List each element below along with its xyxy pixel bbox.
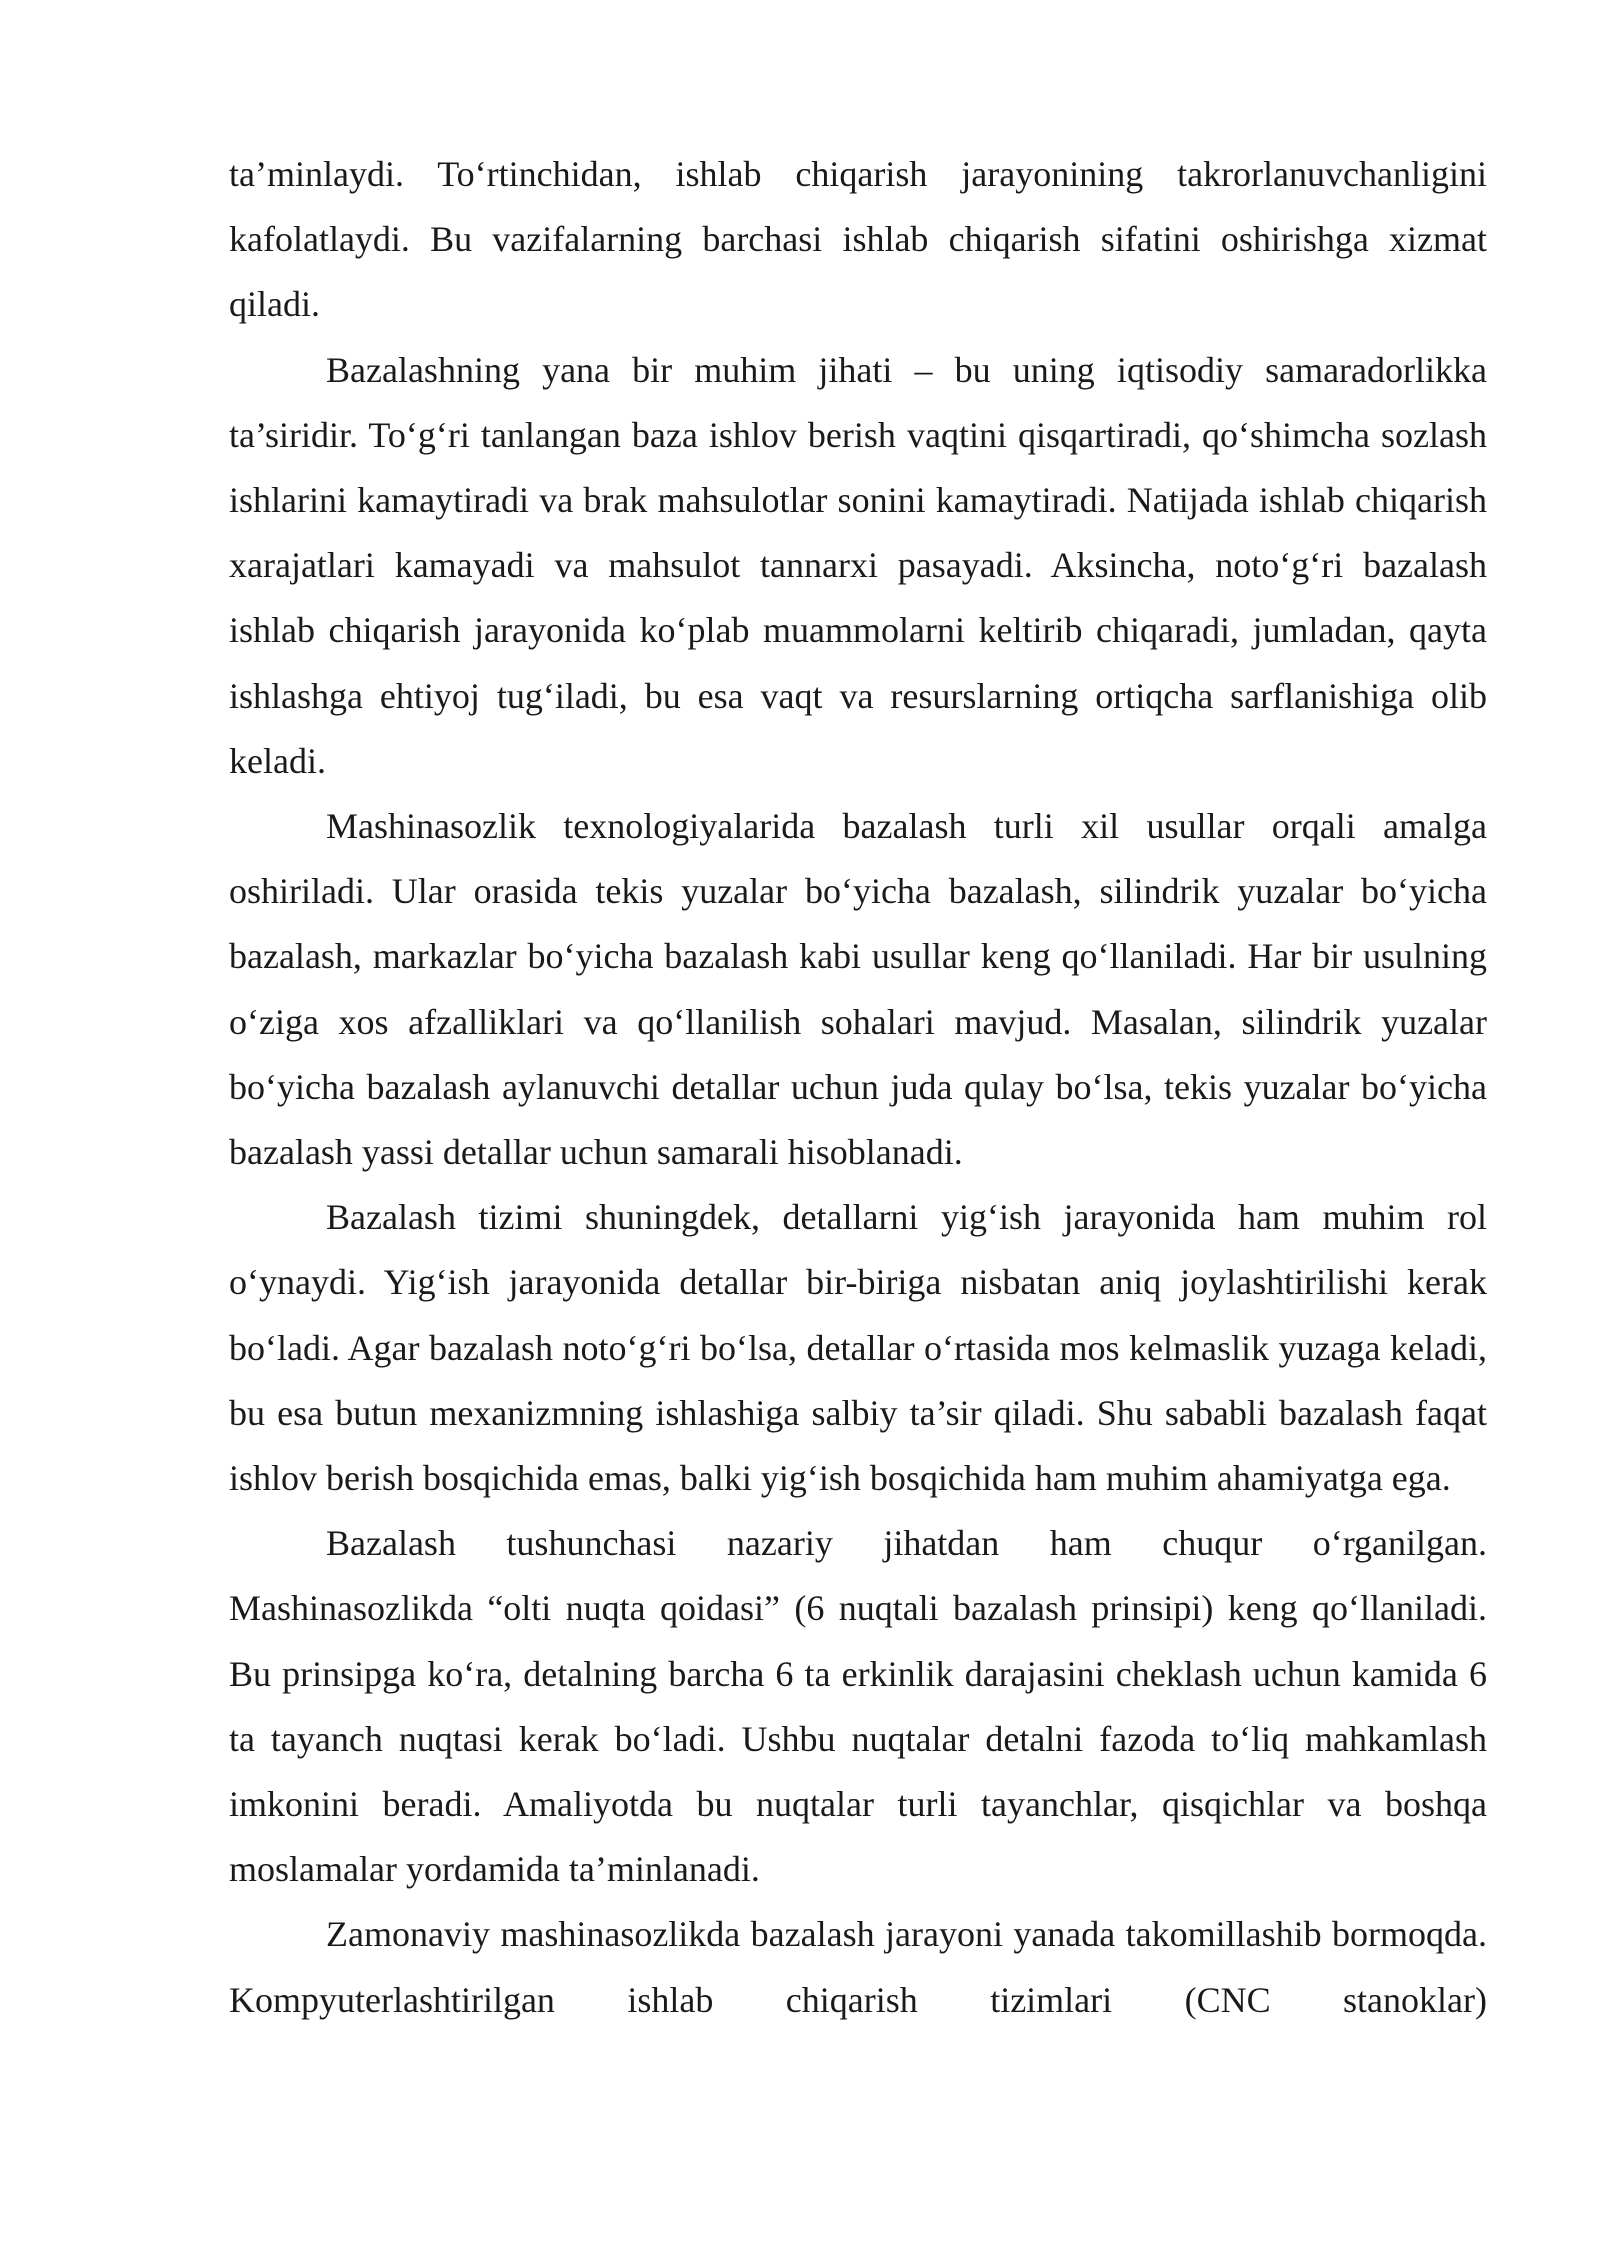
paragraph-3: Mashinasozlik texnologiyalarida bazalash turli xil usullar orqali amalga oshiriladi. Ular orasida tekis yuzalar bo‘yicha bazalash, silindrik yuzalar bo‘yicha bazalash, markazlar bo‘yicha bazalash kabi usullar keng qo‘llaniladi. Har bir usulning o‘ziga xos afzalliklari va qo‘llanilish sohalari mavjud. Masalan, silindrik yuzalar bo‘yicha bazalash aylanuvchi detallar uchun juda qulay bo‘lsa, tekis yuzalar bo‘yicha bazalash yassi detallar uchun samarali hisoblanadi. [229, 806, 1487, 1173]
paragraph-6: Zamonaviy mashinasozlikda bazalash jarayoni yanada takomillashib bormoqda. Kompyuterlashtirilgan ishlab chiqarish tizimlari (CNC stanoklar) [229, 1914, 1487, 2020]
paragraph-5: Bazalash tushunchasi nazariy jihatdan ham chuqur o‘rganilgan. Mashinasozlikda “olti nuqta qoidasi” (6 nuqtali bazalash prinsipi) keng qo‘llaniladi. Bu prinsipga ko‘ra, detalning barcha 6 ta erkinlik darajasini cheklash uchun kamida 6 ta tayanch nuqtasi kerak bo‘ladi. Ushbu nuqtalar detalni fazoda to‘liq mahkamlash imkonini beradi. Amaliyotda bu nuqtalar turli tayanchlar, qisqichlar va boshqa moslamalar yordamida ta’minlanadi. [229, 1523, 1487, 1890]
document-body [229, 142, 1487, 2033]
paragraph-4: Bazalash tizimi shuningdek, detallarni yig‘ish jarayonida ham muhim rol o‘ynaydi. Yig‘ish jarayonida detallar bir-biriga nisbatan aniq joylashtirilishi kerak bo‘ladi. Agar bazalash noto‘g‘ri bo‘lsa, detallar o‘rtasida mos kelmaslik yuzaga keladi, bu esa butun mexanizmning ishlashiga salbiy ta’sir qiladi. Shu sababli bazalash faqat ishlov berish bosqichida emas, balki yig‘ish bosqichida ham muhim ahamiyatga ega. [229, 1197, 1487, 1499]
paragraph-1: ta’minlaydi. To‘rtinchidan, ishlab chiqarish jarayonining takrorlanuvchanligini kafolatlaydi. Bu vazifalarning barchasi ishlab chiqarish sifatini oshirishga xizmat qiladi. [229, 154, 1487, 325]
paragraph-2: Bazalashning yana bir muhim jihati – bu uning iqtisodiy samaradorlikka ta’siridir. To‘g‘ri tanlangan baza ishlov berish vaqtini qisqartiradi, qo‘shimcha sozlash ishlarini kamaytiradi va brak mahsulotlar sonini kamaytiradi. Natijada ishlab chiqarish xarajatlari kamayadi va mahsulot tannarxi pasayadi. Aksincha, noto‘g‘ri bazalash ishlab chiqarish jarayonida ko‘plab muammolarni keltirib chiqaradi, jumladan, qayta ishlashga ehtiyoj tug‘iladi, bu esa vaqt va resurslarning ortiqcha sarflanishiga olib keladi. [229, 349, 1487, 781]
